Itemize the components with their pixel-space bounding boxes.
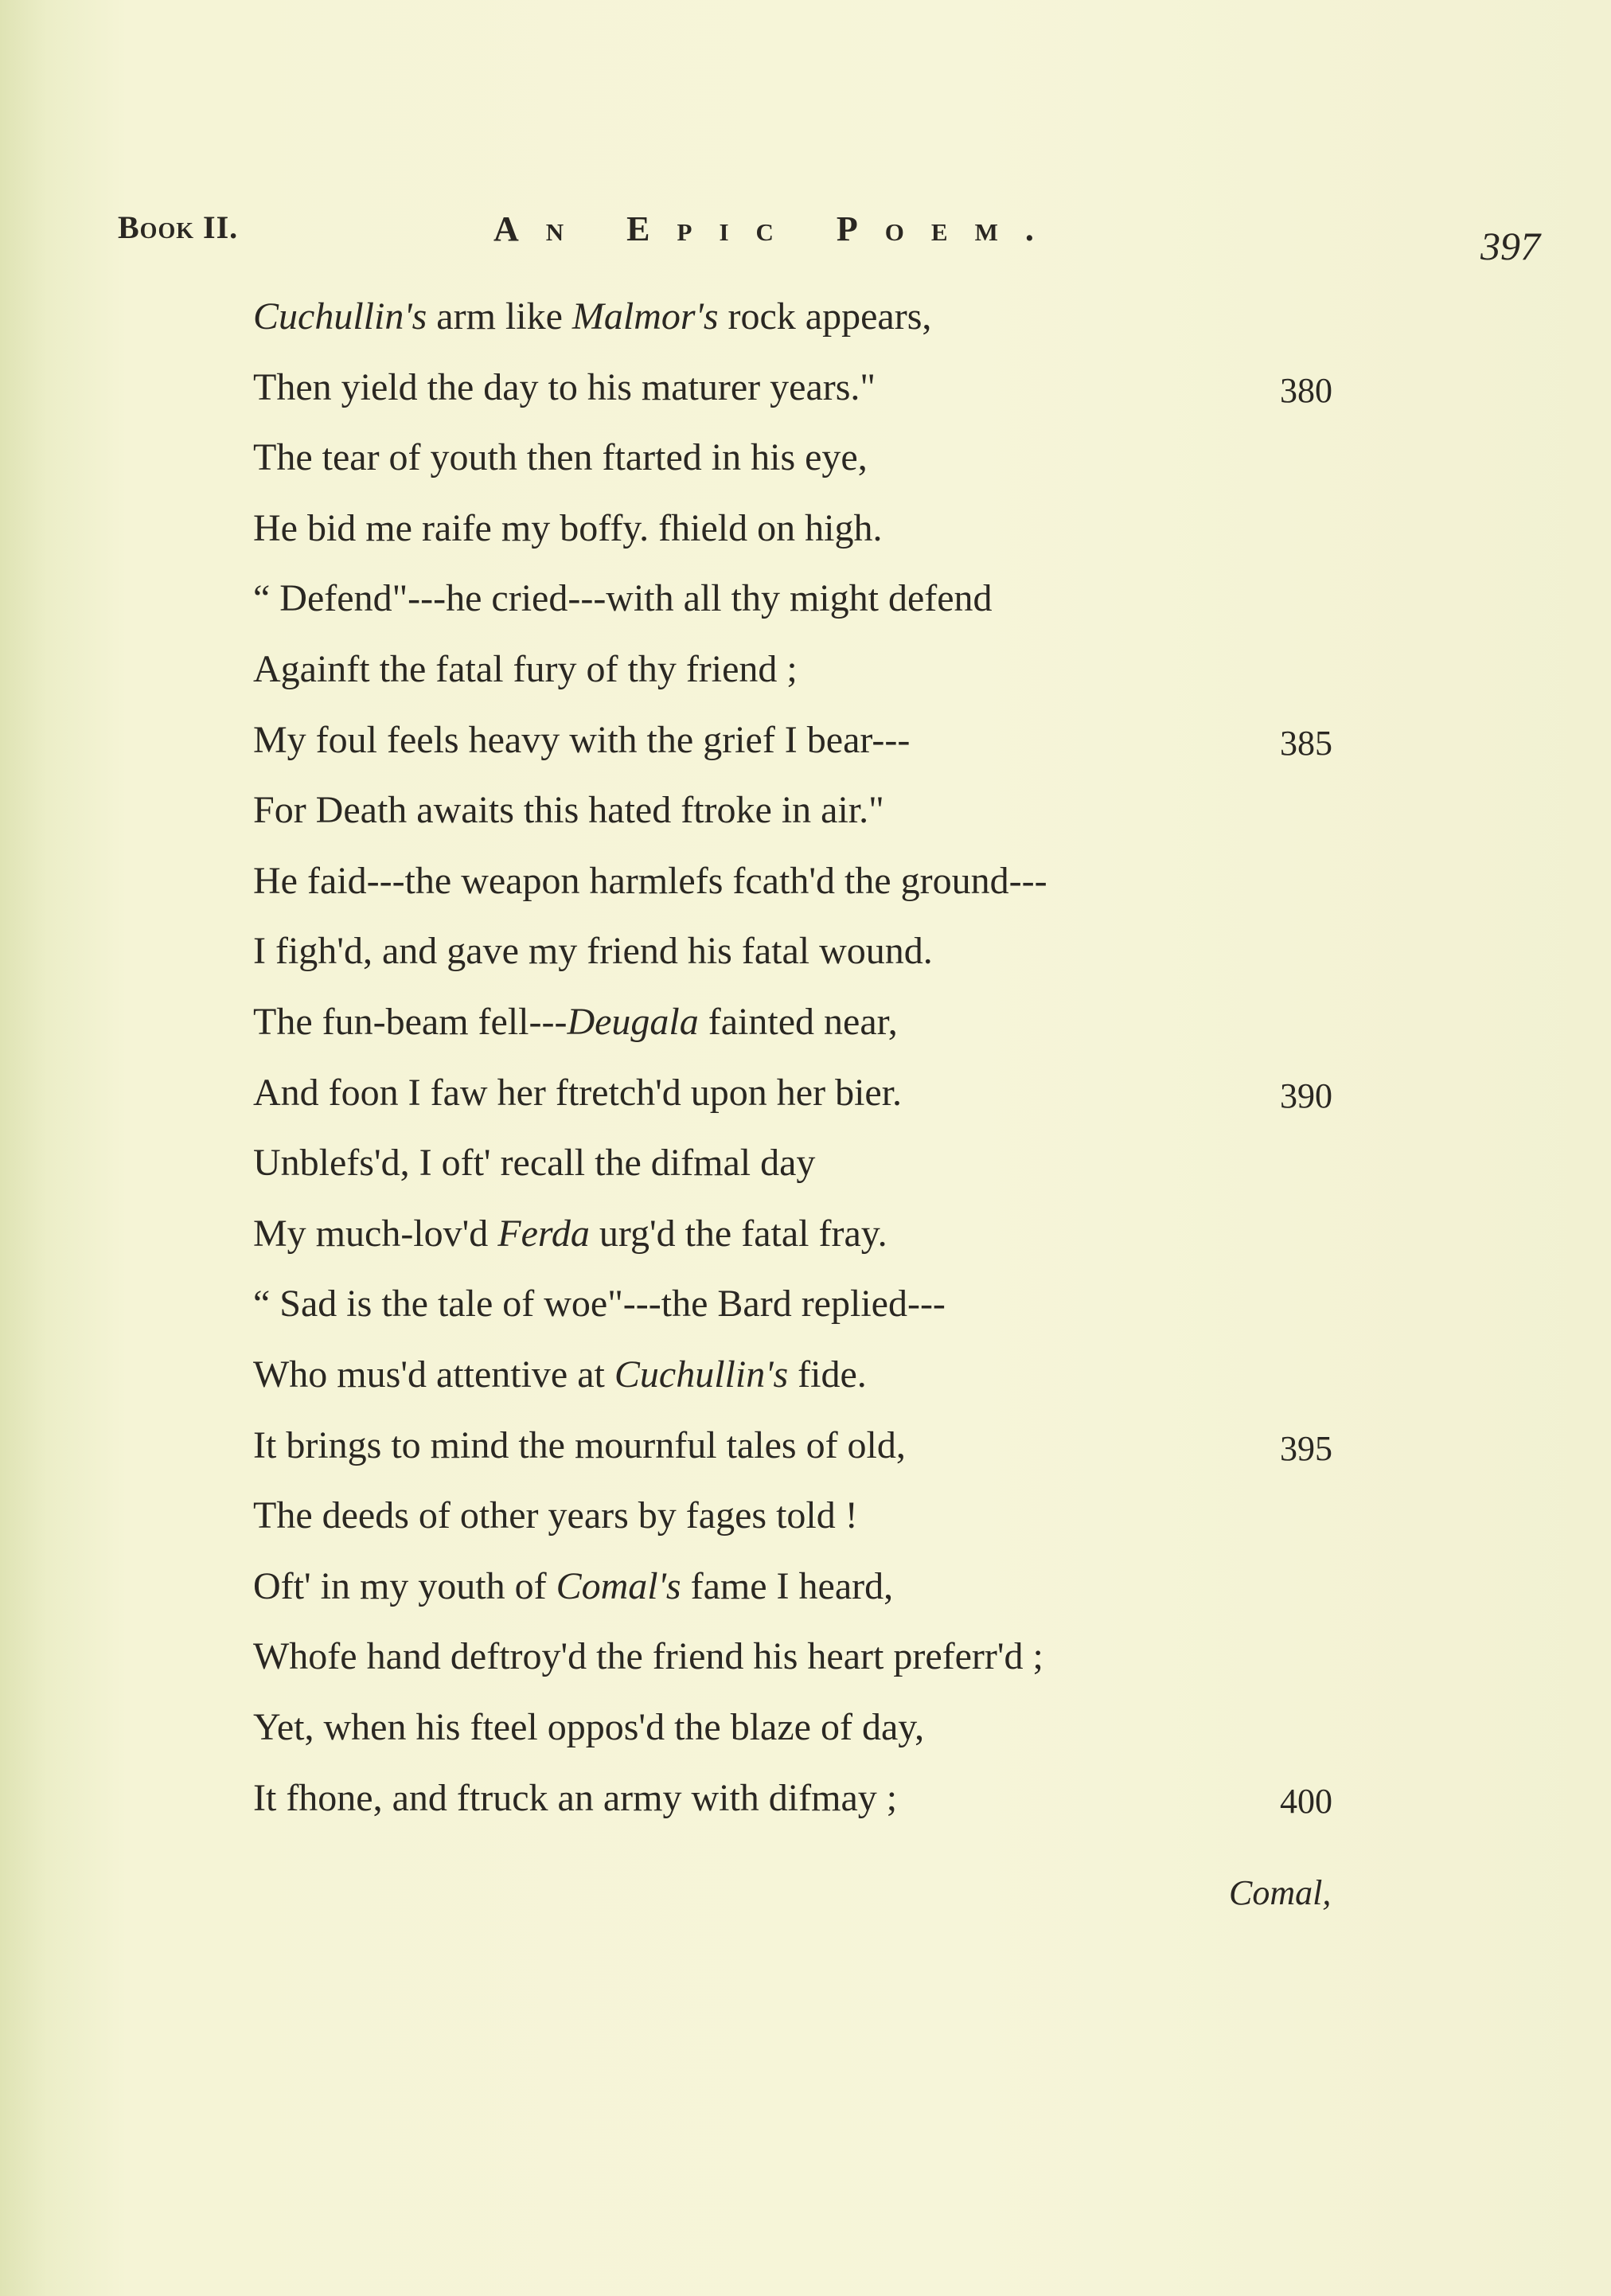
poem-line — [253, 434, 868, 482]
poem-line — [253, 927, 933, 975]
line-text: Againft the fatal fury of thy friend ; — [253, 648, 798, 690]
line-text: arm like — [427, 295, 572, 338]
poem-line — [253, 505, 882, 553]
italic-name: Cuchullin's — [614, 1353, 789, 1396]
poem-line — [253, 1210, 887, 1258]
running-header — [0, 209, 1611, 268]
line-text: And foon I faw her ftretch'd upon her bier. — [253, 1072, 903, 1114]
line-text: rock appears, — [718, 295, 932, 338]
line-text: Then yield the day to his maturer years." — [253, 366, 876, 408]
line-text: I figh'd, and gave my friend his fatal wound. — [253, 930, 933, 972]
line-number: 395 — [1280, 1429, 1332, 1468]
line-text: My foul feels heavy with the grief I bear--- — [253, 719, 911, 761]
line-text: The tear of youth then ftarted in his eye, — [253, 436, 868, 478]
line-number: 385 — [1280, 724, 1332, 763]
poem-line — [253, 1069, 902, 1117]
poem-line — [253, 1139, 815, 1187]
line-text: It brings to mind the mournful tales of old, — [253, 1424, 906, 1466]
line-text: Unblefs'd, I oft' recall the difmal day — [253, 1142, 816, 1184]
italic-name: Malmor's — [571, 295, 719, 338]
poem-line — [253, 1775, 897, 1822]
line-text: Yet, when his fteel oppos'd the blaze of day, — [253, 1706, 925, 1748]
italic-name: Cuchullin's — [253, 295, 427, 338]
poem-line — [253, 364, 876, 412]
line-text: It fhone, and ftruck an army with difmay ; — [253, 1777, 898, 1819]
line-number: 400 — [1280, 1782, 1332, 1821]
line-text: He faid---the weapon harmlefs fcath'd the ground--- — [253, 860, 1047, 902]
line-text: fame I heard, — [681, 1565, 894, 1607]
poem-line — [253, 787, 884, 834]
poem-line — [253, 1704, 924, 1751]
line-number: 380 — [1280, 371, 1332, 410]
poem-line — [253, 293, 931, 341]
page-number: 397 — [1480, 224, 1540, 268]
poem-line — [253, 717, 910, 764]
italic-name: Comal's — [556, 1565, 681, 1607]
line-text: Whofe hand deftroy'd the friend his heart preferr'd ; — [253, 1635, 1043, 1677]
line-text: The fun-beam fell--- — [253, 1001, 568, 1043]
line-text: The deeds of other years by fages told ! — [253, 1494, 858, 1537]
line-text: “ Sad is the tale of woe"---the Bard replied--- — [253, 1283, 946, 1325]
running-title: An Epic Poem. — [493, 209, 1061, 248]
line-text: Who mus'd attentive at — [253, 1353, 614, 1396]
italic-name: Deugala — [567, 1001, 699, 1043]
line-number: 390 — [1280, 1076, 1332, 1115]
line-text: My much-lov'd — [253, 1212, 498, 1255]
poem-line — [253, 998, 898, 1046]
line-text: For Death awaits this hated ftroke in air." — [253, 789, 884, 831]
poem-line — [253, 575, 993, 623]
poem-line — [253, 1492, 858, 1540]
catchword: Comal, — [1229, 1873, 1332, 1912]
line-text: fide. — [788, 1353, 867, 1396]
line-text: urg'd the fatal fray. — [589, 1212, 887, 1255]
poem-line — [253, 857, 1047, 905]
italic-name: Ferda — [497, 1212, 590, 1255]
line-text: fainted near, — [698, 1001, 898, 1043]
line-text: Oft' in my youth of — [253, 1565, 556, 1607]
poem-line — [253, 1351, 867, 1399]
poem-line — [253, 1633, 1043, 1681]
poem-line — [253, 1422, 906, 1470]
poem-line — [253, 1563, 893, 1611]
book-label: Book II. — [118, 209, 239, 245]
line-text: He bid me raife my boffy. fhield on high. — [253, 507, 883, 549]
poem-line — [253, 646, 798, 693]
poem-line — [253, 1280, 946, 1328]
line-text: “ Defend"---he cried---with all thy might defend — [253, 577, 993, 619]
